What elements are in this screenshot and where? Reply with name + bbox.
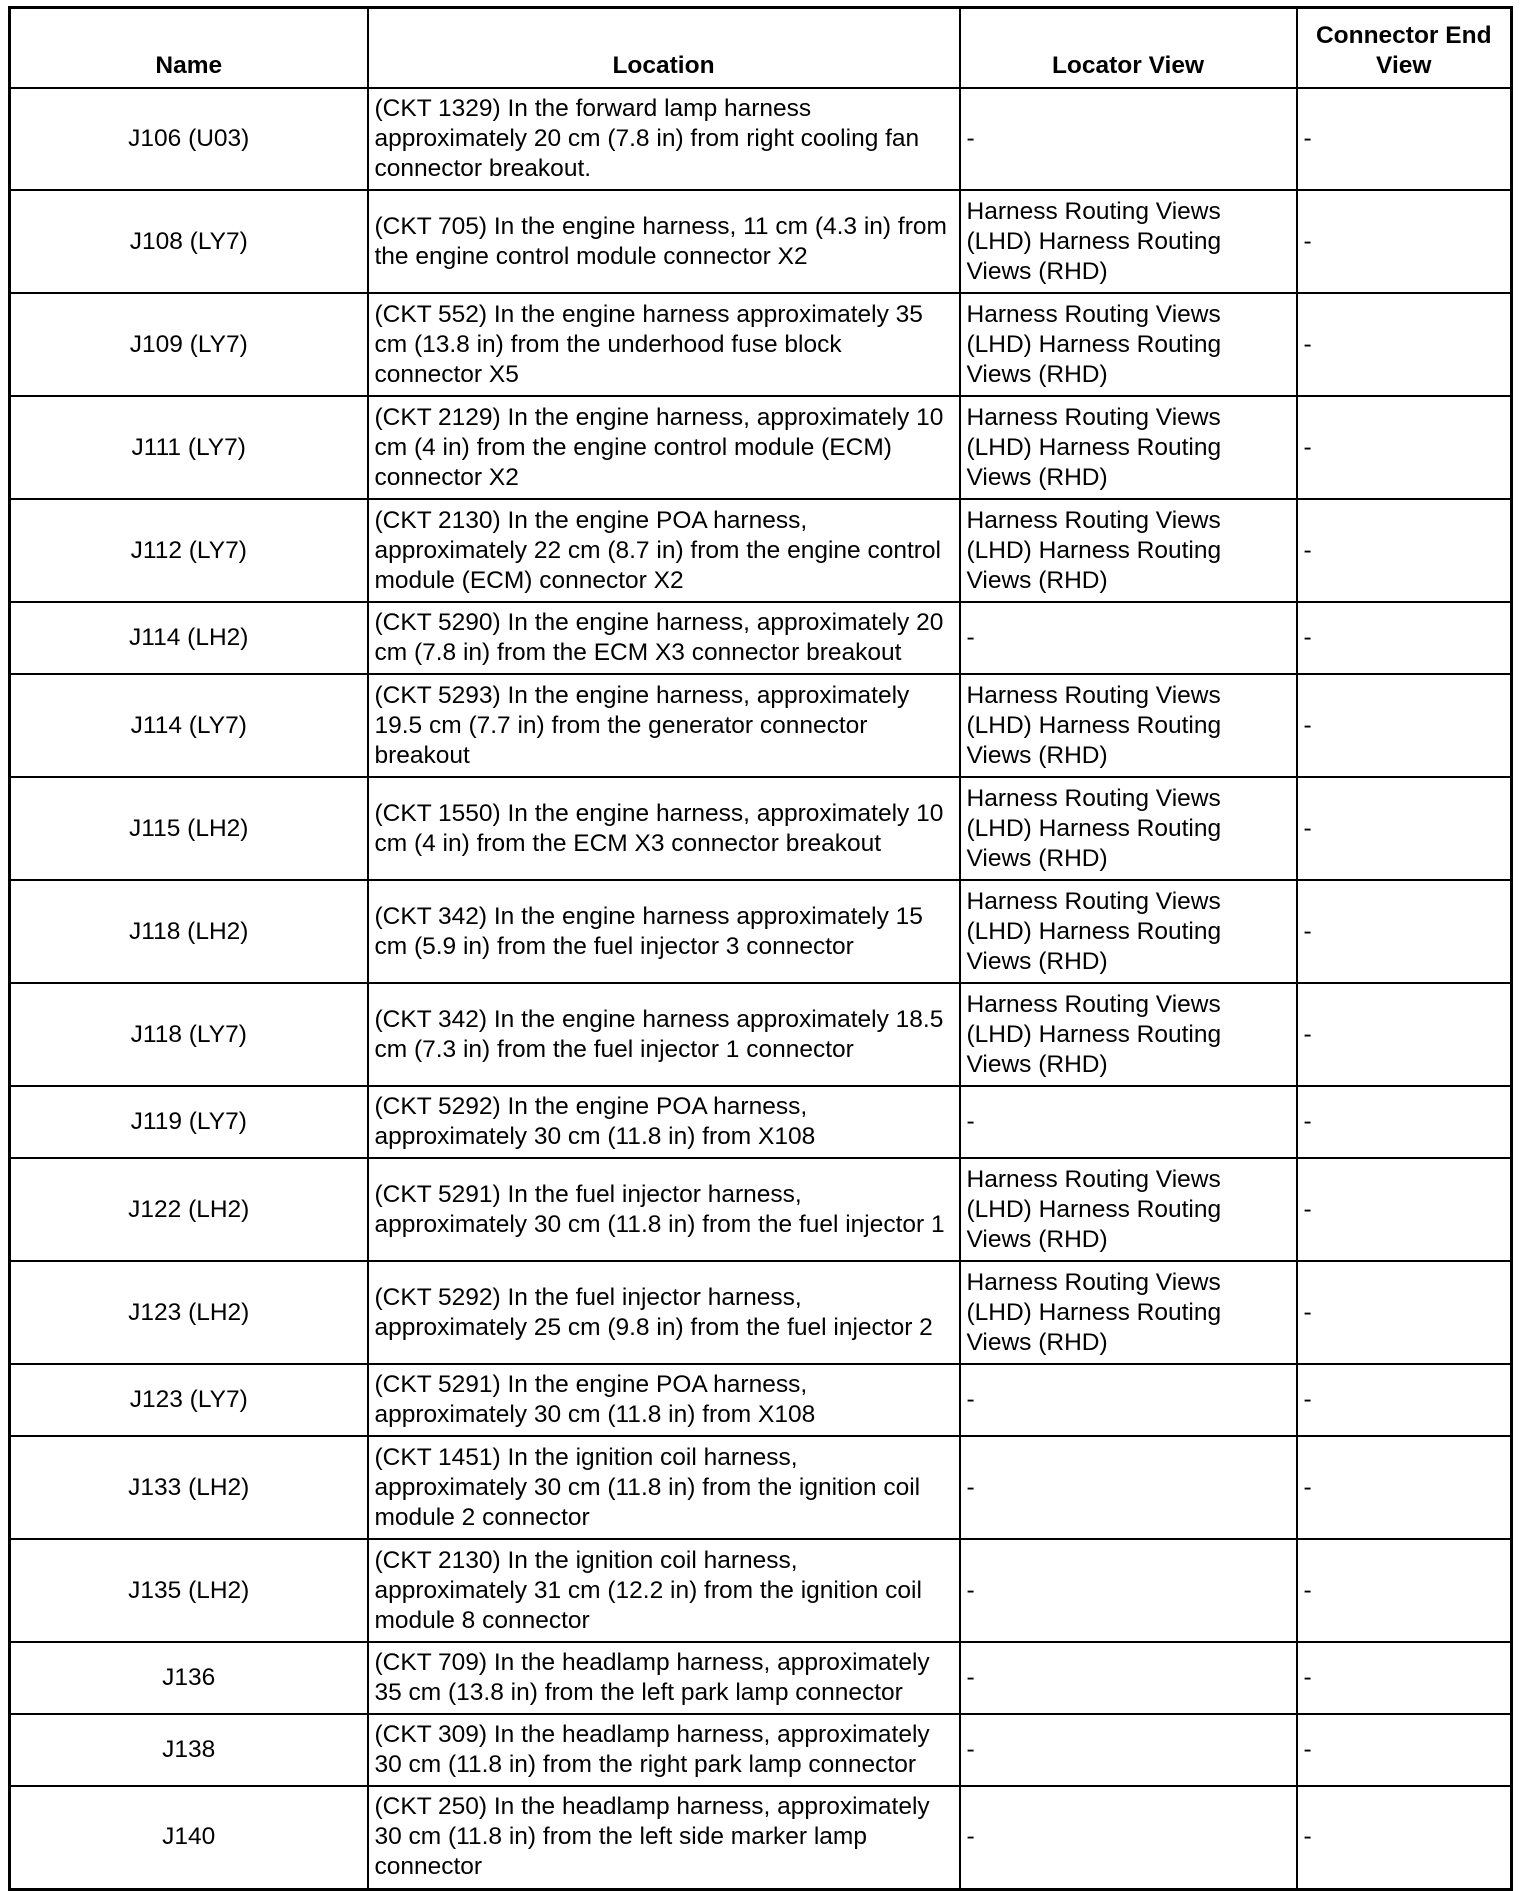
document-page [8, 6, 1510, 1891]
cell-name: J112 (LY7) [10, 499, 368, 602]
cell-location: (CKT 5291) In the fuel injector harness, approximately 30 cm (11.8 in) from the fuel injector 1 [368, 1158, 960, 1261]
cell-name: J119 (LY7) [10, 1086, 368, 1158]
cell-name: J133 (LH2) [10, 1436, 368, 1539]
cell-connector-end-view: - [1297, 1642, 1512, 1714]
table-row [10, 880, 1512, 983]
table-row [10, 1158, 1512, 1261]
cell-locator-view: - [960, 1714, 1297, 1786]
cell-locator-view: - [960, 602, 1297, 674]
cell-connector-end-view: - [1297, 1086, 1512, 1158]
table-body [10, 88, 1512, 1889]
cell-connector-end-view: - [1297, 190, 1512, 293]
cell-location: (CKT 5292) In the engine POA harness, approximately 30 cm (11.8 in) from X108 [368, 1086, 960, 1158]
cell-name: J123 (LH2) [10, 1261, 368, 1364]
table-row [10, 1642, 1512, 1714]
cell-locator-view: Harness Routing Views (LHD) Harness Routing Views (RHD) [960, 293, 1297, 396]
cell-name: J135 (LH2) [10, 1539, 368, 1642]
table-header [10, 8, 1512, 89]
cell-connector-end-view: - [1297, 1539, 1512, 1642]
cell-location: (CKT 2130) In the engine POA harness, approximately 22 cm (8.7 in) from the engine control module (ECM) connector X2 [368, 499, 960, 602]
cell-location: (CKT 5293) In the engine harness, approximately 19.5 cm (7.7 in) from the generator connector breakout [368, 674, 960, 777]
cell-name: J138 [10, 1714, 368, 1786]
cell-locator-view: - [960, 88, 1297, 190]
header-row [10, 8, 1512, 89]
cell-locator-view: Harness Routing Views (LHD) Harness Routing Views (RHD) [960, 499, 1297, 602]
cell-locator-view: Harness Routing Views (LHD) Harness Routing Views (RHD) [960, 1158, 1297, 1261]
cell-locator-view: Harness Routing Views (LHD) Harness Routing Views (RHD) [960, 983, 1297, 1086]
cell-location: (CKT 1329) In the forward lamp harness approximately 20 cm (7.8 in) from right cooling fan connector breakout. [368, 88, 960, 190]
cell-location: (CKT 1550) In the engine harness, approximately 10 cm (4 in) from the ECM X3 connector breakout [368, 777, 960, 880]
table-row [10, 499, 1512, 602]
cell-location: (CKT 342) In the engine harness approximately 15 cm (5.9 in) from the fuel injector 3 connector [368, 880, 960, 983]
cell-location: (CKT 2130) In the ignition coil harness, approximately 31 cm (12.2 in) from the ignition coil module 8 connector [368, 1539, 960, 1642]
table-row [10, 1086, 1512, 1158]
cell-name: J108 (LY7) [10, 190, 368, 293]
cell-name: J122 (LH2) [10, 1158, 368, 1261]
cell-locator-view: - [960, 1539, 1297, 1642]
table-row [10, 983, 1512, 1086]
table-row [10, 1261, 1512, 1364]
cell-connector-end-view: - [1297, 777, 1512, 880]
cell-name: J106 (U03) [10, 88, 368, 190]
table-row [10, 293, 1512, 396]
header-connector-end-view: Connector End View [1297, 8, 1512, 89]
cell-name: J109 (LY7) [10, 293, 368, 396]
cell-name: J114 (LH2) [10, 602, 368, 674]
table-row [10, 777, 1512, 880]
connector-location-table [8, 6, 1513, 1891]
cell-connector-end-view: - [1297, 1714, 1512, 1786]
cell-locator-view: Harness Routing Views (LHD) Harness Routing Views (RHD) [960, 1261, 1297, 1364]
cell-location: (CKT 342) In the engine harness approximately 18.5 cm (7.3 in) from the fuel injector 1 connector [368, 983, 960, 1086]
cell-connector-end-view: - [1297, 880, 1512, 983]
cell-name: J114 (LY7) [10, 674, 368, 777]
cell-location: (CKT 1451) In the ignition coil harness, approximately 30 cm (11.8 in) from the ignition coil module 2 connector [368, 1436, 960, 1539]
cell-location: (CKT 709) In the headlamp harness, approximately 35 cm (13.8 in) from the left park lamp connector [368, 1642, 960, 1714]
table-row [10, 396, 1512, 499]
cell-connector-end-view: - [1297, 602, 1512, 674]
header-location: Location [368, 8, 960, 89]
cell-locator-view: - [960, 1364, 1297, 1436]
cell-name: J140 [10, 1786, 368, 1889]
cell-locator-view: Harness Routing Views (LHD) Harness Routing Views (RHD) [960, 396, 1297, 499]
cell-name: J123 (LY7) [10, 1364, 368, 1436]
cell-locator-view: - [960, 1786, 1297, 1889]
cell-connector-end-view: - [1297, 396, 1512, 499]
cell-location: (CKT 309) In the headlamp harness, approximately 30 cm (11.8 in) from the right park lamp connector [368, 1714, 960, 1786]
header-locator-view: Locator View [960, 8, 1297, 89]
cell-locator-view: Harness Routing Views (LHD) Harness Routing Views (RHD) [960, 880, 1297, 983]
cell-locator-view: Harness Routing Views (LHD) Harness Routing Views (RHD) [960, 777, 1297, 880]
header-name: Name [10, 8, 368, 89]
cell-locator-view: Harness Routing Views (LHD) Harness Routing Views (RHD) [960, 190, 1297, 293]
table-row [10, 190, 1512, 293]
table-row [10, 674, 1512, 777]
cell-connector-end-view: - [1297, 1436, 1512, 1539]
cell-location: (CKT 5292) In the fuel injector harness, approximately 25 cm (9.8 in) from the fuel injector 2 [368, 1261, 960, 1364]
cell-connector-end-view: - [1297, 674, 1512, 777]
cell-location: (CKT 705) In the engine harness, 11 cm (4.3 in) from the engine control module connector X2 [368, 190, 960, 293]
cell-location: (CKT 5290) In the engine harness, approximately 20 cm (7.8 in) from the ECM X3 connector breakout [368, 602, 960, 674]
cell-connector-end-view: - [1297, 88, 1512, 190]
cell-location: (CKT 250) In the headlamp harness, approximately 30 cm (11.8 in) from the left side marker lamp connector [368, 1786, 960, 1889]
cell-connector-end-view: - [1297, 1158, 1512, 1261]
table-row [10, 1539, 1512, 1642]
table-row [10, 88, 1512, 190]
cell-connector-end-view: - [1297, 1364, 1512, 1436]
cell-name: J118 (LH2) [10, 880, 368, 983]
cell-name: J136 [10, 1642, 368, 1714]
cell-locator-view: Harness Routing Views (LHD) Harness Routing Views (RHD) [960, 674, 1297, 777]
cell-location: (CKT 2129) In the engine harness, approximately 10 cm (4 in) from the engine control module (ECM) connector X2 [368, 396, 960, 499]
table-row [10, 1436, 1512, 1539]
cell-connector-end-view: - [1297, 1786, 1512, 1889]
cell-connector-end-view: - [1297, 1261, 1512, 1364]
cell-location: (CKT 552) In the engine harness approximately 35 cm (13.8 in) from the underhood fuse block connector X5 [368, 293, 960, 396]
cell-name: J118 (LY7) [10, 983, 368, 1086]
cell-locator-view: - [960, 1086, 1297, 1158]
table-row [10, 1364, 1512, 1436]
cell-location: (CKT 5291) In the engine POA harness, approximately 30 cm (11.8 in) from X108 [368, 1364, 960, 1436]
cell-connector-end-view: - [1297, 983, 1512, 1086]
table-row [10, 602, 1512, 674]
cell-connector-end-view: - [1297, 293, 1512, 396]
table-row [10, 1786, 1512, 1889]
cell-locator-view: - [960, 1642, 1297, 1714]
table-row [10, 1714, 1512, 1786]
cell-locator-view: - [960, 1436, 1297, 1539]
cell-connector-end-view: - [1297, 499, 1512, 602]
cell-name: J115 (LH2) [10, 777, 368, 880]
cell-name: J111 (LY7) [10, 396, 368, 499]
